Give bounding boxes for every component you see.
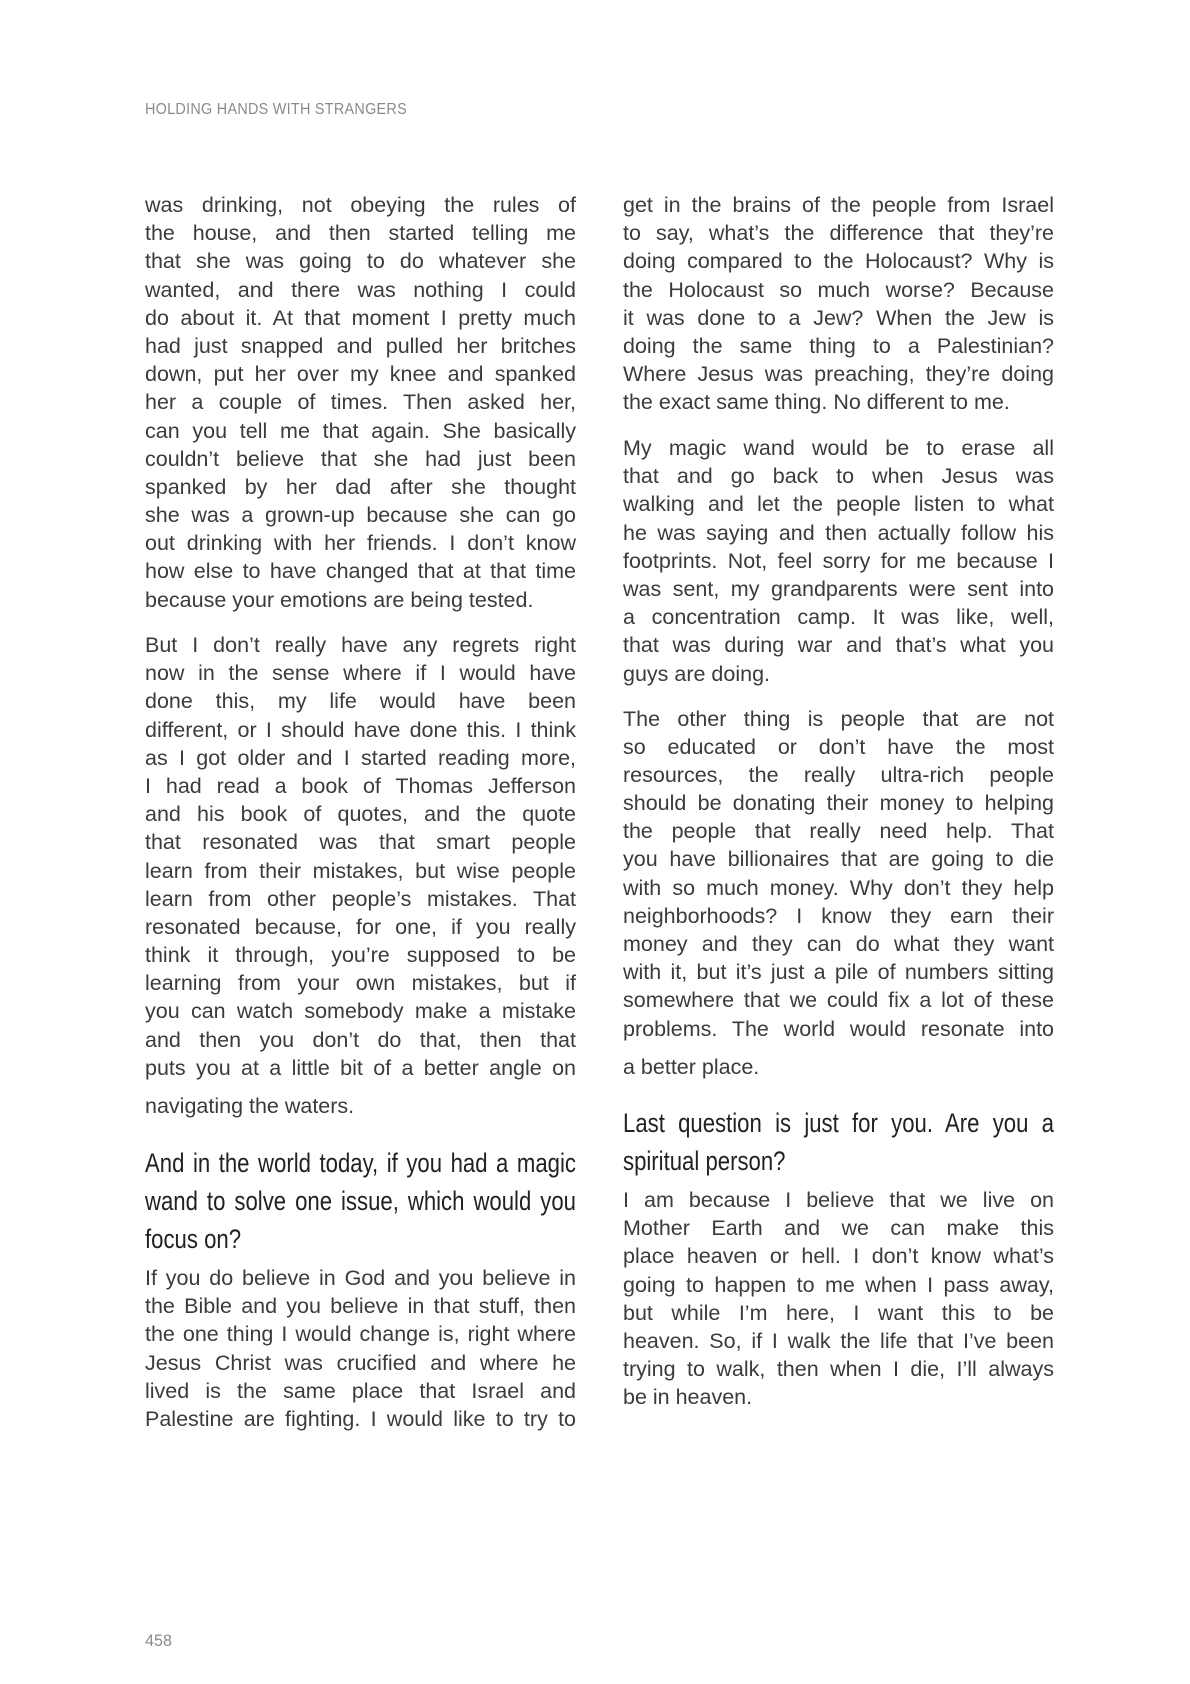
text-line: If you do believe in God and you believe in <box>145 1266 576 1290</box>
text-line: learning from your own mistakes, but if <box>145 971 576 996</box>
text-line: she was a grown-up because she can go <box>145 503 576 528</box>
text-line: walking and let the people listen to what <box>623 492 1054 517</box>
text-line: can you tell me that again. She basically <box>145 418 576 443</box>
text-line: wanted, and there was nothing I could <box>145 277 576 302</box>
paragraph <box>145 1264 576 1433</box>
text-line: neighborhoods? I know they earn their <box>623 903 1054 928</box>
text-line: now in the sense where if I would have <box>145 661 576 686</box>
text-line: My magic wand would be to erase all <box>623 436 1054 460</box>
text-line: the people that really need help. That <box>623 819 1054 844</box>
text-line: the one thing I would change is, right where <box>145 1322 576 1347</box>
running-header: HOLDING HANDS WITH STRANGERS <box>145 101 407 118</box>
text-line: but while I’m here, I want this to be <box>623 1300 1054 1325</box>
text-line: But I don’t really have any regrets right <box>145 633 576 657</box>
paragraph <box>623 191 1054 417</box>
text-line: you have billionaires that are going to die <box>623 847 1054 872</box>
text-line: Mother Earth and we can make this <box>623 1216 1054 1241</box>
text-line: out drinking with her friends. I don’t know <box>145 531 576 556</box>
text-line: to say, what’s the difference that they’re <box>623 221 1054 246</box>
page-number: 458 <box>145 1631 172 1650</box>
text-line: doing the same thing to a Palestinian? <box>623 333 1054 358</box>
text-line: that she was going to do whatever she <box>145 249 576 274</box>
text-line: think it through, you’re supposed to be <box>145 943 576 968</box>
text-line: was drinking, not obeying the rules of <box>145 193 576 217</box>
text-line: I am because I believe that we live on <box>623 1188 1054 1212</box>
text-line: done this, my life would have been <box>145 689 576 714</box>
text-line: that and go back to when Jesus was <box>623 464 1054 489</box>
text-line: trying to walk, then when I die, I’ll always <box>623 1357 1054 1382</box>
text-line: somewhere that we could fix a lot of these <box>623 988 1054 1013</box>
text-line: learn from their mistakes, but wise people <box>145 858 576 883</box>
text-line: the house, and then started telling me <box>145 221 576 246</box>
text-line: that resonated was that smart people <box>145 830 576 855</box>
text-line: resources, the really ultra-rich people <box>623 762 1054 787</box>
text-line: I had read a book of Thomas Jefferson <box>145 773 576 798</box>
text-line: so educated or don’t have the most <box>623 734 1054 759</box>
text-line: Jesus Christ was crucified and where he <box>145 1350 576 1375</box>
text-line: you can watch somebody make a mistake <box>145 999 576 1024</box>
text-line: her a couple of times. Then asked her, <box>145 390 576 415</box>
question-line: spiritual person? <box>623 1146 786 1177</box>
paragraph <box>623 1186 1054 1412</box>
text-line: be in heaven. <box>623 1385 753 1410</box>
paragraph <box>145 191 576 614</box>
text-line: how else to have changed that at that time <box>145 559 576 584</box>
text-line: the Holocaust so much worse? Because <box>623 277 1054 302</box>
text-line: he was saying and then actually follow his <box>623 520 1054 545</box>
paragraph <box>623 434 1054 688</box>
text-line: place heaven or hell. I don’t know what’s <box>623 1244 1054 1269</box>
question-line: focus on? <box>145 1224 242 1255</box>
text-line: puts you at a little bit of a better angle on <box>145 1055 576 1080</box>
right-column <box>623 0 1054 1684</box>
text-line: down, put her over my knee and spanked <box>145 362 576 387</box>
text-line: Where Jesus was preaching, they’re doing <box>623 362 1054 387</box>
text-line: should be donating their money to helping <box>623 791 1054 816</box>
text-line: a concentration camp. It was like, well, <box>623 605 1054 630</box>
text-line: with so much money. Why don’t they help <box>623 875 1054 900</box>
question-line: And in the world today, if you had a magic <box>145 1148 576 1178</box>
question-line: wand to solve one issue, which would you <box>145 1186 576 1217</box>
paragraph <box>623 705 1054 1081</box>
text-line: the exact same thing. No different to me. <box>623 390 1010 415</box>
interview-question <box>623 1104 1054 1180</box>
text-line: had just snapped and pulled her britches <box>145 333 576 358</box>
text-line: problems. The world would resonate into <box>623 1016 1054 1041</box>
text-line: different, or I should have done this. I think <box>145 717 576 742</box>
text-line: couldn’t believe that she had just been <box>145 446 576 471</box>
text-line: heaven. So, if I walk the life that I’ve been <box>623 1328 1054 1353</box>
text-line: navigating the waters. <box>145 1094 355 1118</box>
text-line: going to happen to me when I pass away, <box>623 1272 1054 1297</box>
interview-question <box>145 1144 576 1259</box>
text-line: a better place. <box>623 1054 760 1079</box>
text-line: and then you don’t do that, then that <box>145 1027 576 1052</box>
text-line: and his book of quotes, and the quote <box>145 802 576 827</box>
text-line: The other thing is people that are not <box>623 706 1054 731</box>
text-line: doing compared to the Holocaust? Why is <box>623 249 1054 274</box>
text-line: money and they can do what they want <box>623 932 1054 956</box>
text-line: Palestine are fighting. I would like to try to <box>145 1406 576 1431</box>
text-line: footprints. Not, feel sorry for me because I <box>623 548 1054 573</box>
text-line: lived is the same place that Israel and <box>145 1378 576 1403</box>
text-line: was sent, my grandparents were sent into <box>623 576 1054 601</box>
question-line: Last question is just for you. Are you a <box>623 1108 1054 1138</box>
text-line: the Bible and you believe in that stuff, then <box>145 1294 576 1319</box>
text-line: guys are doing. <box>623 661 771 686</box>
left-column <box>145 0 576 1684</box>
text-line: it was done to a Jew? When the Jew is <box>623 305 1054 330</box>
text-line: with it, but it’s just a pile of numbers sitting <box>623 960 1054 985</box>
text-line: get in the brains of the people from Israel <box>623 193 1054 217</box>
text-line: as I got older and I started reading more, <box>145 745 576 770</box>
text-line: learn from other people’s mistakes. That <box>145 886 576 911</box>
text-line: resonated because, for one, if you really <box>145 914 576 939</box>
text-line: spanked by her dad after she thought <box>145 474 576 499</box>
text-line: because your emotions are being tested. <box>145 587 534 612</box>
text-line: that was during war and that’s what you <box>623 633 1054 658</box>
text-line: do about it. At that moment I pretty much <box>145 305 576 330</box>
paragraph <box>145 631 576 1120</box>
